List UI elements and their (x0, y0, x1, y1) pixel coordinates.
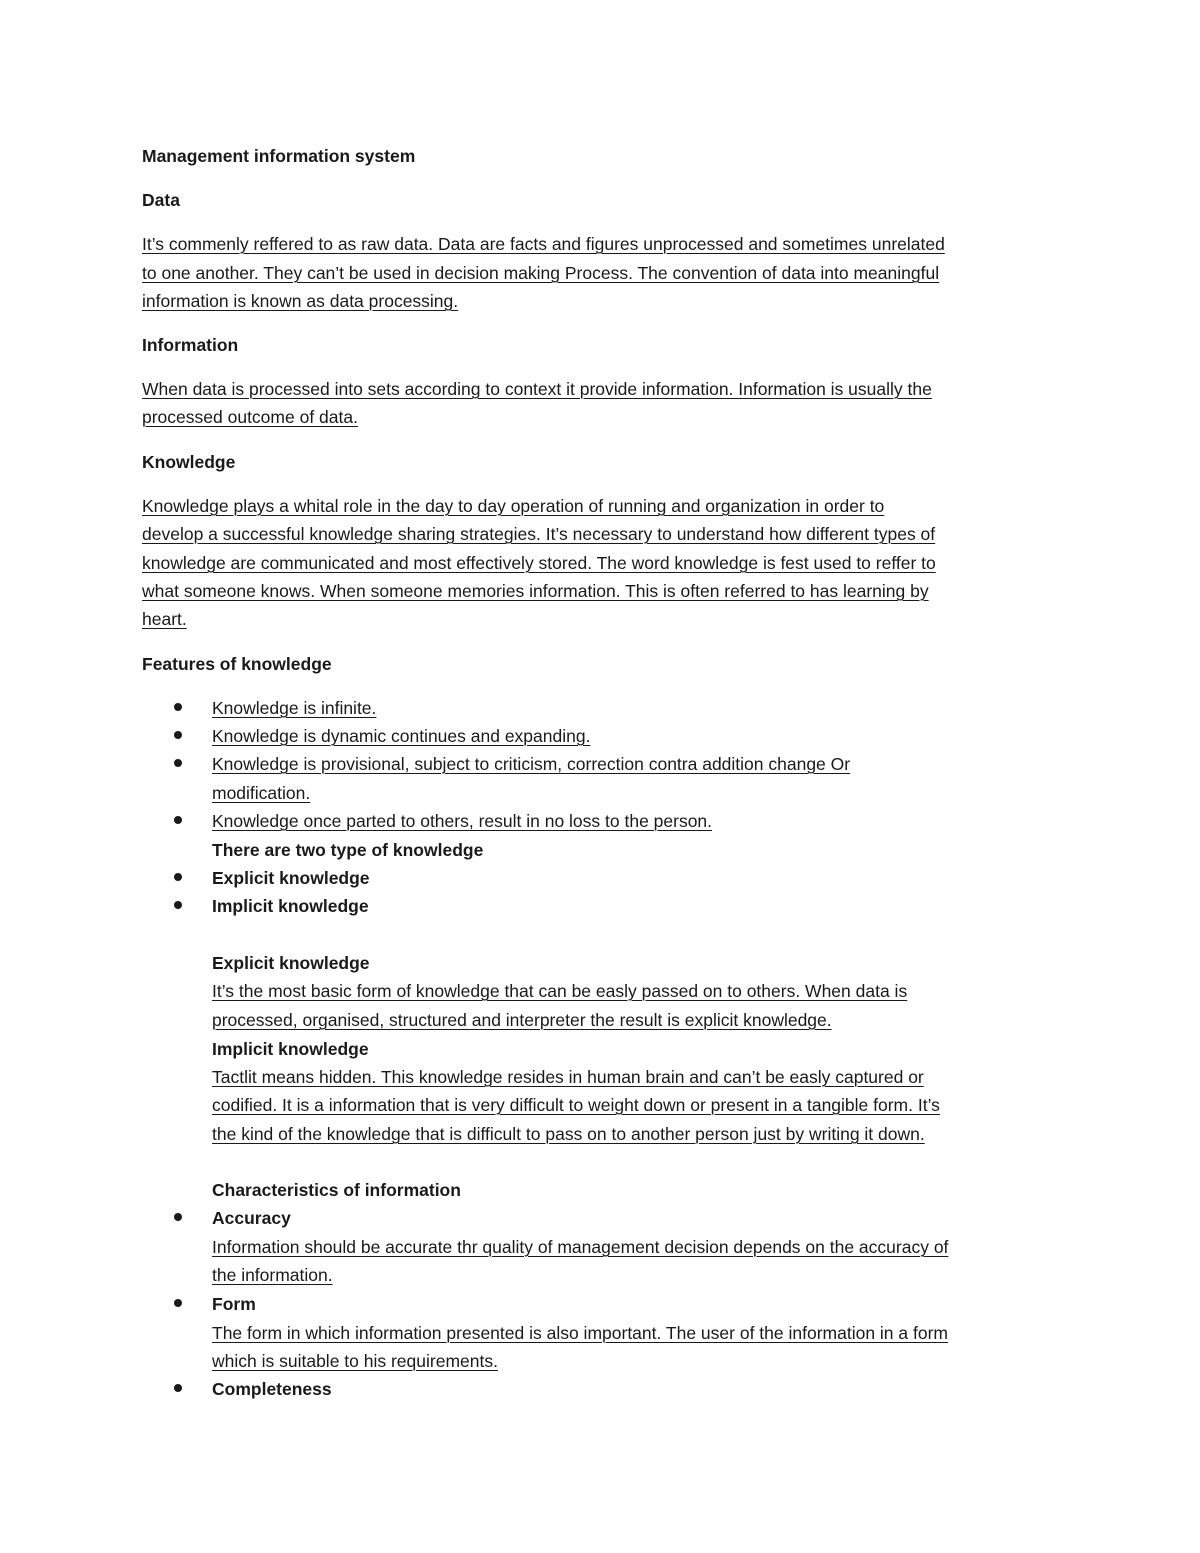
feature-item-continued: modification. (212, 783, 311, 803)
bullet-icon (174, 816, 182, 824)
type-item: Explicit knowledge (212, 868, 370, 888)
knowledge-line: what someone knows. When someone memories information. This is often referred to has learning by (142, 581, 929, 601)
bullet-icon (174, 1213, 182, 1221)
knowledge-line: heart. (142, 609, 187, 629)
knowledge-line: Knowledge plays a whital role in the day to day operation of running and organization in order to (142, 496, 885, 516)
bullet-icon (174, 873, 182, 881)
bullet-icon (174, 703, 182, 711)
information-line: processed outcome of data. (142, 407, 358, 427)
bullet-icon (174, 759, 182, 767)
implicit-heading: Implicit knowledge (212, 1039, 369, 1059)
feature-item: Knowledge once parted to others, result in no loss to the person. (212, 811, 713, 831)
characteristic-line: Information should be accurate thr quality of management decision depends on the accuracy of (212, 1237, 949, 1257)
knowledge-line: develop a successful knowledge sharing strategies. It’s necessary to understand how different types of (142, 524, 936, 544)
knowledge-heading: Knowledge (142, 452, 236, 472)
feature-item: Knowledge is provisional, subject to criticism, correction contra addition change Or (212, 754, 851, 774)
implicit-line: the kind of the knowledge that is difficult to pass on to another person just by writing it down. (212, 1124, 925, 1144)
characteristic-line: The form in which information presented is also important. The user of the information in a form (212, 1323, 948, 1343)
explicit-heading: Explicit knowledge (212, 953, 370, 973)
data-line: information is known as data processing. (142, 291, 459, 311)
explicit-line: It’s the most basic form of knowledge that can be easly passed on to others. When data is (212, 981, 908, 1001)
features-heading: Features of knowledge (142, 654, 332, 674)
characteristic-line: the information. (212, 1265, 333, 1285)
explicit-line: processed, organised, structured and interpreter the result is explicit knowledge. (212, 1010, 832, 1030)
feature-item: Knowledge is dynamic continues and expanding. (212, 726, 591, 746)
information-heading: Information (142, 335, 239, 355)
characteristics-heading: Characteristics of information (212, 1180, 461, 1200)
data-line: It’s commenly reffered to as raw data. Data are facts and figures unprocessed and sometimes unrelated (142, 234, 945, 254)
characteristic-label: Accuracy (212, 1208, 291, 1228)
characteristic-line: which is suitable to his requirements. (212, 1351, 498, 1371)
bullet-icon (174, 731, 182, 739)
data-line: to one another. They can’t be used in decision making Process. The convention of data into meaningful (142, 263, 940, 283)
bullet-icon (174, 1384, 182, 1392)
characteristic-label: Form (212, 1294, 256, 1314)
feature-item: Knowledge is infinite. (212, 698, 377, 718)
implicit-line: Tactlit means hidden. This knowledge resides in human brain and can’t be easly captured or (212, 1067, 924, 1087)
bullet-icon (174, 901, 182, 909)
information-line: When data is processed into sets according to context it provide information. Information is usually the (142, 379, 932, 399)
knowledge-line: knowledge are communicated and most effectively stored. The word knowledge is fest used to reffer to (142, 553, 936, 573)
document-title: Management information system (142, 146, 416, 166)
characteristic-label: Completeness (212, 1379, 332, 1399)
implicit-line: codified. It is a information that is very difficult to weight down or present in a tangible form. It’s (212, 1095, 940, 1115)
data-heading: Data (142, 190, 180, 210)
types-intro: There are two type of knowledge (212, 840, 484, 860)
bullet-icon (174, 1299, 182, 1307)
type-item: Implicit knowledge (212, 896, 369, 916)
